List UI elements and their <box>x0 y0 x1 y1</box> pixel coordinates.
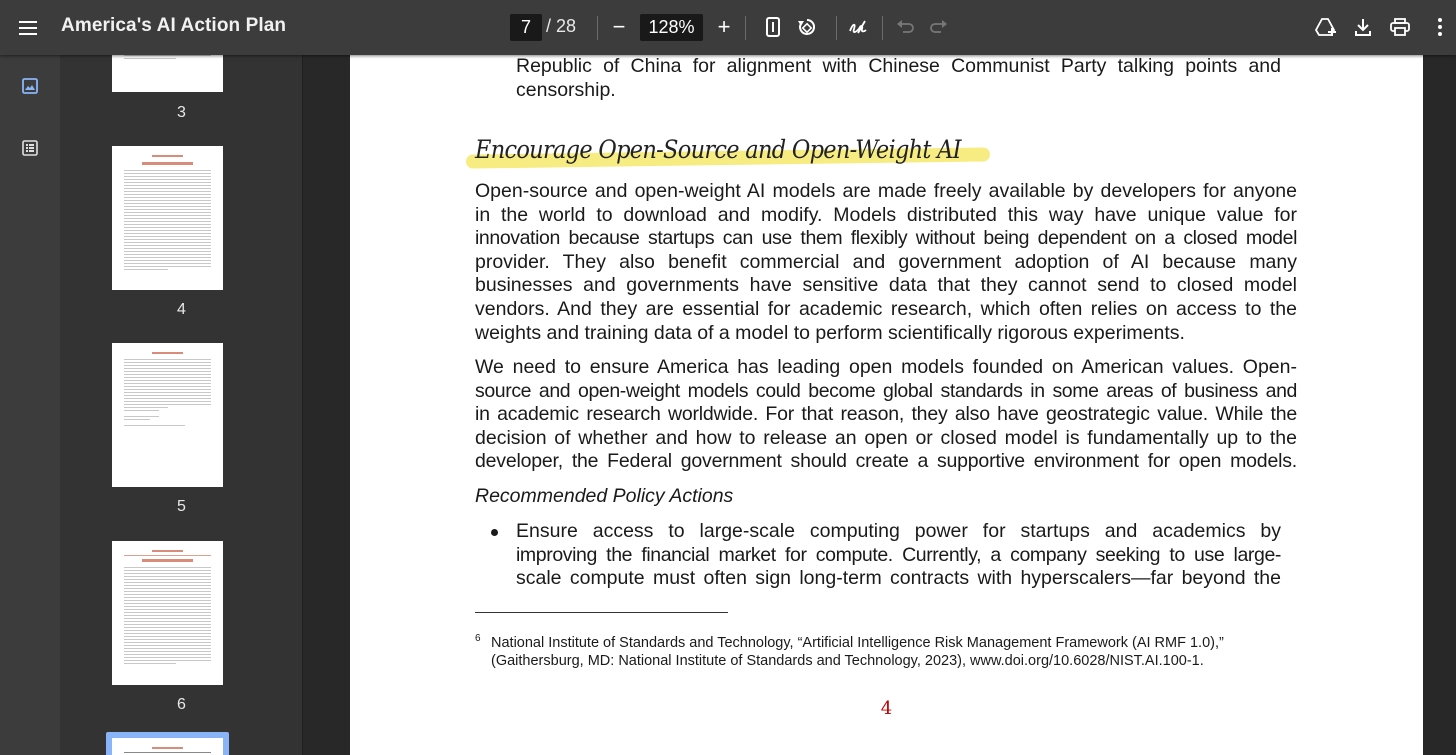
outline-icon <box>22 140 38 156</box>
thumbnail-page-4[interactable] <box>112 146 223 290</box>
text-line: scale compute must often sign long-term contracts with hyperscalers—far beyond the <box>516 567 1281 590</box>
thumbnail-page-7-selected[interactable] <box>106 732 229 755</box>
sidebar-rail <box>0 55 60 755</box>
continuation-text <box>516 55 1281 102</box>
text-line: (Gaithersburg, MD: National Institute of Standards and Technology, 2023), www.doi.org/10.6028/NIST.AI.100-1. <box>491 652 1204 669</box>
page-total: / 28 <box>546 16 577 36</box>
text-line: in academic research worldwide. For that reason, they also have geostrategic value. While the <box>475 403 1297 426</box>
pdf-page <box>350 55 1423 755</box>
annotate-pen-icon <box>848 17 868 37</box>
annotate-button[interactable] <box>842 11 874 43</box>
redo-icon <box>929 20 947 34</box>
text-line: Republic of China for alignment with Chinese Communist Party talking points and <box>516 55 1281 77</box>
text-line: businesses and governments have sensitive data that they cannot send to closed model <box>475 274 1297 297</box>
add-to-drive-button[interactable] <box>1310 11 1342 43</box>
more-options-button[interactable] <box>1424 11 1456 43</box>
menu-icon <box>19 21 37 35</box>
text-line: innovation because startups can use them flexibly without being dependent on a closed model <box>475 227 1297 250</box>
thumbnail-number: 4 <box>177 301 186 318</box>
footnote-text <box>491 635 1281 670</box>
footnote-divider <box>475 612 728 613</box>
thumbnail-number: 5 <box>177 498 186 515</box>
redo-button[interactable] <box>922 11 954 43</box>
plus-icon: + <box>717 14 731 39</box>
text-line: We need to ensure America has leading open models founded on American values. Open- <box>475 356 1297 378</box>
download-button[interactable] <box>1347 11 1379 43</box>
thumbnail-page-3[interactable] <box>112 55 223 92</box>
outline-tab[interactable] <box>14 132 46 164</box>
more-vert-icon <box>1438 18 1442 36</box>
text-line: weights and training data of a model to perform scientifically rigorous experiments. <box>475 321 1185 344</box>
thumbnail-panel <box>60 55 303 755</box>
paragraph-2 <box>475 356 1297 474</box>
download-icon <box>1355 18 1371 36</box>
thumbnail-number: 3 <box>177 104 186 121</box>
section-heading: Encourage Open-Source and Open-Weight AI <box>475 135 961 164</box>
fit-page-button[interactable] <box>757 11 789 43</box>
recommended-actions-heading: Recommended Policy Actions <box>475 485 734 507</box>
undo-button[interactable] <box>890 11 922 43</box>
drive-add-icon <box>1315 17 1337 37</box>
text-line: censorship. <box>516 78 616 101</box>
page-number: 4 <box>880 698 893 719</box>
footnote-mark: 6 <box>475 633 481 644</box>
text-line: decision of whether and how to release an open or closed model is fundamentally up to the <box>475 426 1297 449</box>
toolbar-divider <box>597 16 598 40</box>
menu-button[interactable] <box>12 12 44 44</box>
print-icon <box>1390 18 1410 36</box>
thumbnail-page-5[interactable] <box>112 343 223 487</box>
print-button[interactable] <box>1384 11 1416 43</box>
page-number-input[interactable]: 7 <box>510 14 542 41</box>
text-line: improving the financial market for compute. Currently, a company seeking to use large- <box>516 543 1281 566</box>
text-line: in the world to download and modify. Models distributed this way have unique value for <box>475 203 1297 226</box>
minus-icon: − <box>612 14 626 39</box>
undo-icon <box>897 20 915 34</box>
toolbar-divider <box>882 16 883 40</box>
paragraph-1 <box>475 180 1297 345</box>
text-line: Open-source and open-weight AI models are made freely available by developers for anyone <box>475 180 1297 202</box>
thumbnail-number: 6 <box>177 696 186 713</box>
zoom-in-button[interactable] <box>709 12 739 42</box>
text-line: provider. They also benefit commercial and government adoption of AI because many <box>475 250 1297 273</box>
toolbar-divider <box>836 16 837 40</box>
zoom-out-button[interactable] <box>604 12 634 42</box>
rotate-icon <box>797 17 817 37</box>
thumbnails-tab[interactable] <box>14 70 46 102</box>
bullet-icon <box>491 529 498 536</box>
toolbar-divider <box>745 16 746 40</box>
zoom-level-input[interactable]: 128% <box>640 14 703 41</box>
rotate-button[interactable] <box>791 11 823 43</box>
text-line: vendors. And they are essential for academic research, which often relies on access to the <box>475 297 1297 320</box>
fit-page-icon <box>766 17 780 37</box>
text-line: Ensure access to large-scale computing power for startups and academics by <box>516 520 1281 542</box>
text-line: developer, the Federal government should create a supportive environment for open models. <box>475 450 1297 473</box>
document-viewer[interactable] <box>304 55 1456 755</box>
thumbnails-icon <box>22 78 38 94</box>
text-line: National Institute of Standards and Technology, “Artificial Intelligence Risk Management Framework (AI RMF 1.0),” <box>491 635 1224 651</box>
pdf-toolbar <box>0 0 1456 55</box>
bullet-item <box>516 520 1281 591</box>
thumbnail-page-6[interactable] <box>112 541 223 685</box>
text-line: source and open-weight models could become global standards in some areas of business and <box>475 379 1297 402</box>
document-title: America's AI Action Plan <box>61 15 287 36</box>
